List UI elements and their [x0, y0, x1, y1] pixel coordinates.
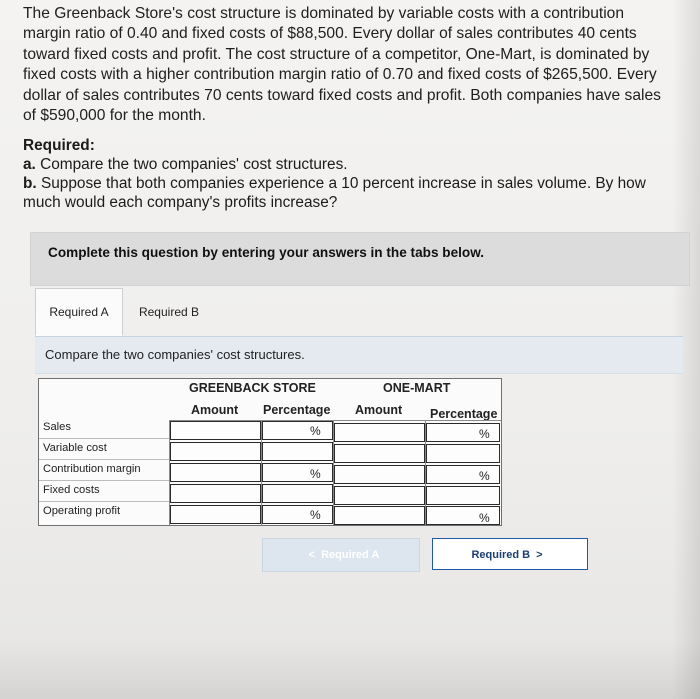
greenback-variable-cost-amount-input[interactable] [170, 442, 261, 461]
previous-tab-button[interactable] [262, 538, 420, 572]
greenback-header: GREENBACK STORE [189, 381, 316, 395]
chevron-right-icon: > [536, 549, 543, 561]
percent-sign: % [479, 469, 490, 483]
required-b-text: Suppose that both companies experience a 10 percent increase in sales volume. By how [36, 175, 646, 192]
one-mart-variable-cost-percentage-input[interactable] [426, 444, 500, 463]
greenback-contribution-margin-amount-input[interactable] [170, 463, 261, 482]
row-label-operating-profit: Operating profit [43, 505, 121, 517]
greenback-sales-amount-input[interactable] [170, 421, 261, 440]
chevron-left-icon: < [308, 549, 316, 561]
instruction-text: Complete this question by entering your answers in the tabs below. [48, 245, 485, 260]
required-heading: Required: [23, 137, 95, 154]
previous-tab-label: Required A [321, 549, 380, 561]
one-mart-operating-profit-amount-input[interactable] [334, 506, 425, 525]
percent-sign: % [479, 511, 490, 525]
problem-line: fixed costs with a higher contribution margin ratio of 0.70 and fixed costs of $265,500. Every [23, 66, 657, 84]
one-mart-contribution-margin-amount-input[interactable] [334, 465, 425, 484]
required-b-continued: much would each company's profits increase? [23, 194, 338, 211]
one-mart-fixed-costs-amount-input[interactable] [334, 486, 425, 505]
question-prompt-bar [35, 336, 683, 374]
one-mart-fixed-costs-percentage-input[interactable] [426, 486, 500, 505]
question-prompt: Compare the two companies' cost structures. [45, 347, 305, 362]
problem-line: of $590,000 for the month. [23, 107, 206, 125]
row-label-sales: Sales [43, 421, 71, 433]
problem-line: toward fixed costs and profit. The cost structure of a competitor, One-Mart, is dominated by [23, 45, 650, 63]
row-separator [39, 480, 169, 481]
greenback-fixed-costs-percentage-input[interactable] [262, 484, 333, 503]
required-a-text: Compare the two companies' cost structures. [35, 156, 348, 173]
greenback-variable-cost-percentage-input[interactable] [262, 442, 333, 461]
next-tab-button[interactable] [432, 538, 588, 570]
required-b [23, 174, 673, 193]
greenback-operating-profit-percentage-input[interactable] [262, 505, 333, 524]
row-separator [39, 438, 169, 439]
row-label-contribution-margin: Contribution margin [43, 463, 141, 475]
required-b-prefix: b. [23, 175, 37, 192]
problem-line: dollar of sales contributes 70 cents toward fixed costs and profit. Both companies have sales [23, 86, 661, 104]
required-section [23, 136, 673, 212]
required-a-prefix: a. [23, 156, 36, 173]
tab-required-b[interactable]: Required B [138, 305, 200, 319]
greenback-contribution-margin-percentage-input[interactable] [262, 463, 333, 482]
required-a [23, 155, 673, 174]
tab-required-a[interactable]: Required A [35, 288, 123, 336]
page-bottom-shadow [0, 639, 700, 699]
one-mart-percentage-header: Percentage [430, 407, 498, 421]
problem-line: The Greenback Store's cost structure is dominated by variable costs with a contribution [23, 5, 625, 22]
percent-sign: % [310, 424, 321, 438]
row-label-variable-cost: Variable cost [43, 442, 107, 454]
next-tab-label: Required B [471, 549, 531, 561]
problem-statement [23, 4, 673, 126]
instruction-banner [30, 232, 690, 286]
row-separator [39, 501, 169, 502]
greenback-amount-header: Amount [191, 403, 239, 417]
percent-sign: % [310, 467, 321, 481]
percent-sign: % [310, 508, 321, 522]
one-mart-amount-header: Amount [355, 403, 403, 417]
one-mart-header: ONE-MART [383, 381, 451, 395]
greenback-sales-percentage-input[interactable] [262, 421, 333, 440]
one-mart-variable-cost-amount-input[interactable] [334, 444, 425, 463]
problem-line: margin ratio of 0.40 and fixed costs of $88,500. Every dollar of sales contributes 40 cents [23, 25, 637, 43]
one-mart-sales-amount-input[interactable] [334, 423, 425, 442]
row-label-fixed-costs: Fixed costs [43, 484, 100, 496]
row-separator [39, 459, 169, 460]
greenback-fixed-costs-amount-input[interactable] [170, 484, 261, 503]
cost-structure-table [38, 378, 502, 526]
percent-sign: % [479, 427, 490, 441]
greenback-percentage-header: Percentage [263, 403, 331, 417]
greenback-operating-profit-amount-input[interactable] [170, 505, 261, 524]
